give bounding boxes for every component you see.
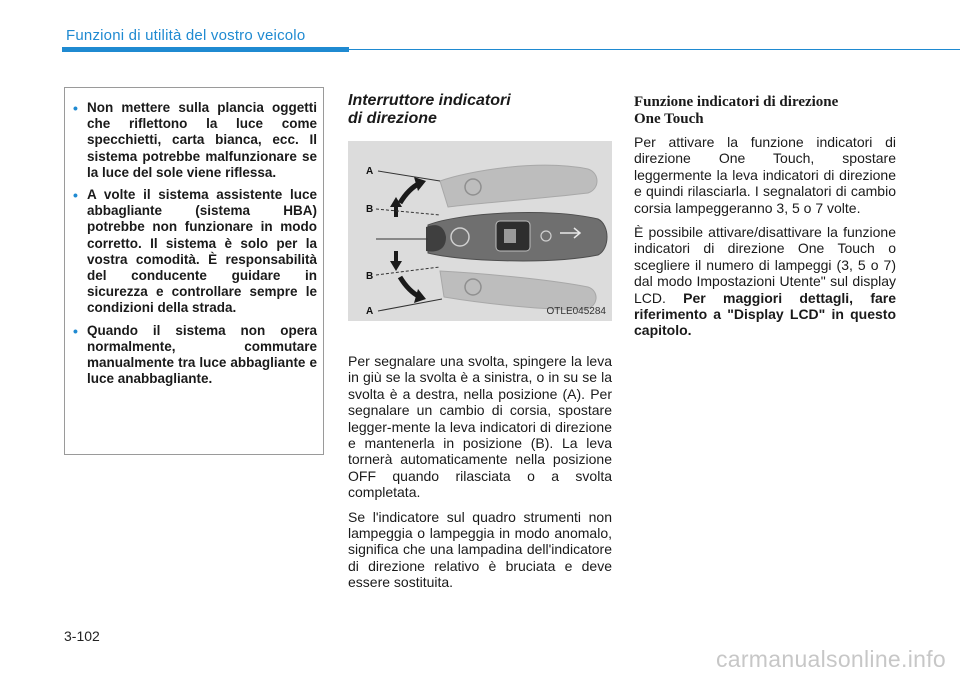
label-b-lower: B <box>366 271 374 282</box>
label-a-lower: A <box>366 306 374 317</box>
body-text: È possibile attivare/disattivare la funzione indicatori di direzione One Touch o scegliere il numero di lampeggi (3, 5 o 7) dal modo Impostazioni Utente" sul display LCD. <box>634 224 896 306</box>
lever-illustration <box>348 141 612 321</box>
section-title: Funzioni di utilità del vostro veicolo <box>66 27 306 44</box>
heading-line: One Touch <box>634 111 704 127</box>
page-number: 3-102 <box>64 628 100 644</box>
header-rule-thick <box>62 47 349 52</box>
bullet-icon: • <box>73 322 78 339</box>
label-b-upper: B <box>366 204 374 215</box>
turn-signal-lever-figure <box>348 141 612 321</box>
bullet-icon: • <box>73 100 78 116</box>
one-touch-section <box>634 94 896 347</box>
warning-item <box>73 100 317 181</box>
turn-signal-heading-block <box>348 92 612 128</box>
heading-line: di direzione <box>348 110 437 127</box>
turn-signal-heading <box>348 92 612 128</box>
header-rule-thin <box>349 49 960 50</box>
body-paragraph: Se l'indicatore sul quadro strumenti non lampeggia o lampeggia in modo anomalo, significa che una lampadina dell'indicatore di direzione relativo è bruciata e deve essere sostituita. <box>348 508 612 591</box>
body-paragraph <box>634 224 896 339</box>
warning-text: A volte il sistema assistente luce abbagliante (sistema HBA) potrebbe non funzionare in modo corretto. Il sistema è solo per la vostra comodità. È responsabilità del conducente guidare in sicurezza e controllare sempre le condizioni della strada. <box>87 187 317 316</box>
bullet-icon: • <box>73 187 78 204</box>
body-text-bold: Per maggiori dettagli, fare riferimento a "Display LCD" in questo capitolo. <box>634 289 896 339</box>
figure-code: OTLE045284 <box>546 306 606 317</box>
warning-box <box>64 87 324 455</box>
warning-item <box>73 323 317 388</box>
heading-line: Funzione indicatori di direzione <box>634 94 839 110</box>
body-paragraph: Per attivare la funzione indicatori di direzione One Touch, spostare leggermente la leva indicatori di direzione e quindi rilasciarla. I segnalatori di cambio corsia lampeggeranno 3, 5 o 7 volte. <box>634 134 896 216</box>
body-paragraph: Per segnalare una svolta, spingere la leva in giù se la svolta è a sinistra, o in su se la svolta è a destra, nella posizione (A). Per segnalare un cambio di corsia, spostare legger-mente la leva indicatori di direzione e mantenerla in posizione (B). La leva tornerà automaticamente nella posizione OFF quando rilasciata o a svolta completata. <box>348 353 612 501</box>
warning-list <box>73 100 317 387</box>
one-touch-heading <box>634 94 896 128</box>
warning-item <box>73 187 317 317</box>
heading-line: Interruttore indicatori <box>348 92 511 109</box>
watermark: carmanualsonline.info <box>715 646 946 672</box>
turn-signal-body <box>348 353 612 599</box>
warning-text: Quando il sistema non opera normalmente, commutare manualmente tra luce abbagliante e luce anabbagliante. <box>87 322 317 387</box>
warning-text: Non mettere sulla plancia oggetti che riflettono la luce come specchietti, carta bianca, ecc. Il sistema potrebbe malfunzionare se la luce del sole viene riflessa. <box>87 100 317 180</box>
label-a-upper: A <box>366 166 374 177</box>
